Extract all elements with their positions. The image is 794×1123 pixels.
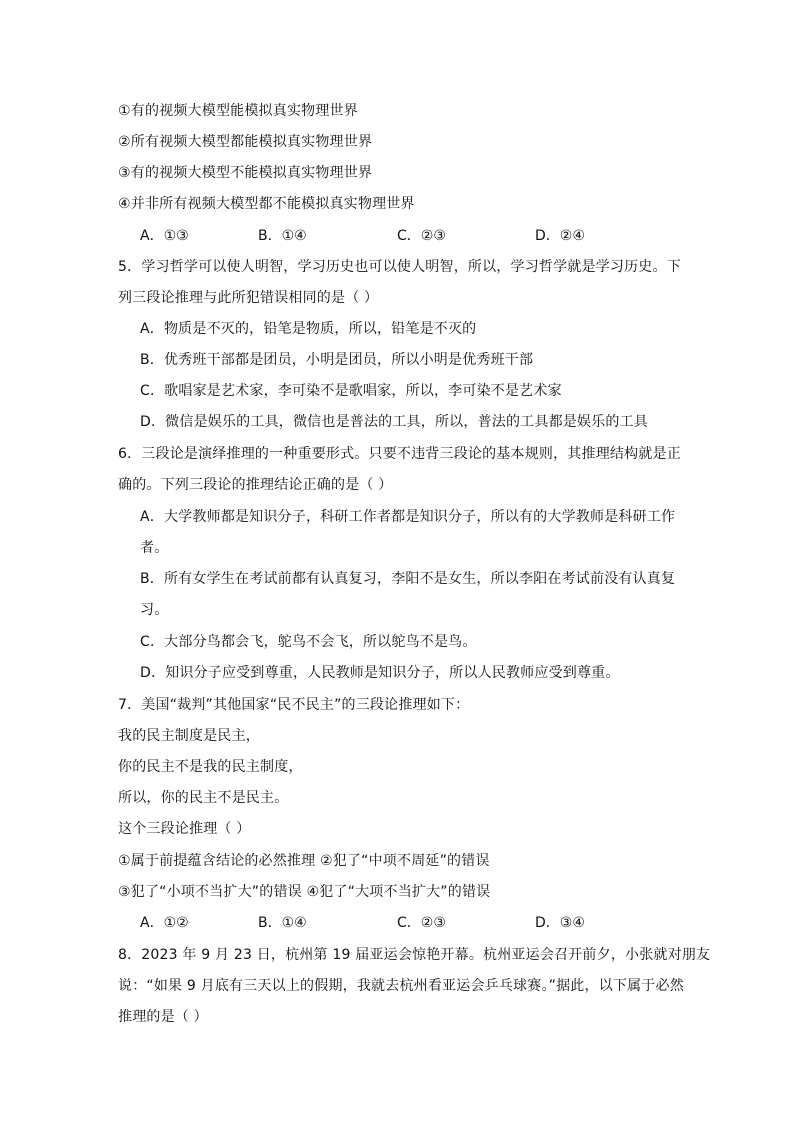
q6-option-b-line-1: B．所有女学生在考试前都有认真复习，李阳不是女生，所以李阳在考试前没有认真复 (140, 571, 676, 587)
q7-question: 这个三段论推理（ ） (118, 821, 251, 837)
q5-option-c: C．歌唱家是艺术家，李可染不是歌唱家，所以，李可染不是艺术家 (140, 383, 562, 399)
q7-option-d: D．③④ (535, 915, 585, 931)
q7-option-a: A．①② (140, 915, 189, 931)
q6-option-d: D．知识分子应受到尊重，人民教师是知识分子，所以人民教师应受到尊重。 (140, 665, 620, 681)
q7-premise-1: 我的民主制度是民主， (118, 728, 260, 744)
q4-option-b: B．①④ (258, 228, 307, 244)
q8-stem-line-3: 推理的是（ ） (118, 1009, 208, 1025)
q5-stem-line-2: 列三段论推理与此所犯错误相同的是（ ） (118, 290, 379, 306)
q4-option-a: A．①③ (140, 228, 189, 244)
q5-option-d: D．微信是娱乐的工具，微信也是普法的工具，所以，普法的工具都是娱乐的工具 (140, 414, 648, 430)
q4-statement-4: ④并非所有视频大模型都不能模拟真实物理世界 (118, 196, 415, 212)
q7-stem: 7．美国“裁判”其他国家“民不民主”的三段论推理如下： (118, 697, 470, 713)
q6-option-a-line-1: A．大学教师都是知识分子，科研工作者都是知识分子，所以有的大学教师是科研工作 (140, 509, 676, 525)
q5-stem-line-1: 5．学习哲学可以使人明智，学习历史也可以使人明智，所以，学习哲学就是学习历史。下 (118, 259, 681, 275)
q6-option-c: C．大部分鸟都会飞，鸵鸟不会飞，所以鸵鸟不是鸟。 (140, 634, 477, 650)
q7-premise-2: 你的民主不是我的民主制度， (118, 759, 303, 775)
q7-option-b: B．①④ (258, 915, 307, 931)
q5-option-a: A．物质是不灭的，铅笔是物质，所以，铅笔是不灭的 (140, 321, 477, 337)
q4-option-d: D．②④ (535, 228, 585, 244)
q4-statement-1: ①有的视频大模型能模拟真实物理世界 (118, 103, 358, 119)
q8-stem-line-2: 说：“如果 9 月底有三天以上的假期，我就去杭州看亚运会乒乓球赛。”据此，以下属于必然 (118, 978, 684, 994)
q6-option-a-line-2: 者。 (140, 540, 169, 556)
q5-option-b: B．优秀班干部都是团员，小明是团员，所以小明是优秀班干部 (140, 352, 534, 368)
q6-option-b-line-2: 习。 (140, 602, 169, 618)
q7-conclusion: 所以，你的民主不是民主。 (118, 790, 289, 806)
q7-statements-1-2: ①属于前提蕴含结论的必然推理 ②犯了“中项不周延”的错误 (118, 853, 490, 869)
q4-option-c: C．②③ (397, 228, 446, 244)
q4-statement-3: ③有的视频大模型不能模拟真实物理世界 (118, 165, 373, 181)
q4-statement-2: ②所有视频大模型都能模拟真实物理世界 (118, 134, 373, 150)
q6-stem-line-2: 确的。下列三段论的推理结论正确的是（ ） (118, 477, 393, 493)
q7-statements-3-4: ③犯了“小项不当扩大”的错误 ④犯了“大项不当扩大”的错误 (118, 884, 491, 900)
q6-stem-line-1: 6．三段论是演绎推理的一种重要形式。只要不违背三段论的基本规则，其推理结构就是正 (118, 446, 681, 462)
q8-stem-line-1: 8．2023 年 9 月 23 日，杭州第 19 届亚运会惊艳开幕。杭州亚运会召开前夕，小张就对朋友 (118, 947, 711, 963)
q7-option-c: C．②③ (397, 915, 446, 931)
